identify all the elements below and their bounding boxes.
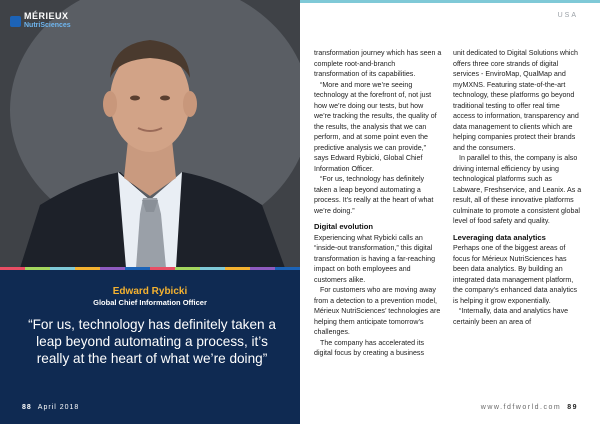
stripe-segment <box>250 267 275 270</box>
stripe-segment <box>75 267 100 270</box>
logo-wordmark: MÉRIEUX <box>24 11 69 21</box>
caption-name: Edward Rybicki <box>112 286 188 297</box>
portrait-illustration <box>0 0 300 268</box>
stripe-segment <box>25 267 50 270</box>
logo-subwordmark: NutriSciences <box>24 22 71 29</box>
paragraph: Perhaps one of the biggest areas of focus for Mérieux NutriSciences has been data analytics. By building an integrated data management platform, the company’s enhanced data analytics is helping it grow exponentially. <box>453 244 578 305</box>
paragraph: The company has accelerated its digital focus by creating a business <box>314 338 425 357</box>
paragraph: For customers who are moving away from a detection to a prevention model, Mérieux NutriSciences’ technologies are helping them anticipate tomorrow’s challenges. <box>314 286 441 336</box>
page-number-left: 88 <box>22 404 32 411</box>
paragraph: transformation journey which has seen a complete root-and-branch transformation of its capabilities. <box>314 49 442 78</box>
paragraph: In parallel to this, the company is also driving internal efficiency by using technological platforms such as Labware, Freshservice, and Leanix. As a result, all of these innovative platforms culminate to promote a consistent global level of food safety and quality. <box>453 154 582 225</box>
page-number-right: 89 <box>567 404 578 411</box>
top-accent-bar <box>300 0 600 3</box>
right-page <box>300 0 600 424</box>
stripe-segment <box>125 267 150 270</box>
section-heading: Leveraging data analytics <box>453 232 546 242</box>
article-column-1 <box>314 48 442 359</box>
stripe-segment <box>50 267 75 270</box>
region-label: USA <box>557 12 578 19</box>
paragraph: Experiencing what Rybicki calls an “inside-out transformation,” this digital transformation is having a far-reaching impact on both employees and customers alike. <box>314 233 436 284</box>
caption-title: Global Chief Information Officer <box>93 298 207 307</box>
paragraph: “Internally, data and analytics have certainly been an area of <box>453 307 569 326</box>
stripe-segment <box>225 267 250 270</box>
company-logo <box>10 12 71 30</box>
stripe-segment <box>200 267 225 270</box>
stripe-segment <box>150 267 175 270</box>
portrait-photo <box>0 0 300 268</box>
pull-quote: “For us, technology has definitely taken a leap beyond automating a process, it’s really at the heart of what we’re doing” <box>28 317 276 366</box>
website-url: www.fdfworld.com <box>480 404 562 411</box>
color-stripe <box>0 267 300 270</box>
stripe-segment <box>0 267 25 270</box>
stripe-segment <box>175 267 200 270</box>
issue-date: April 2018 <box>37 404 80 411</box>
paragraph: “More and more we’re seeing technology at the forefront of, not just how we’re doing our tests, but how we’re tracking the results, the quality of the results, the analysis that we can perform, and at some point even the predictive analysis we can provide,” says Edward Rybicki, Global Chief Information Officer. <box>314 80 437 173</box>
paragraph: unit dedicated to Digital Solutions which offers three core strands of digital services - EnviroMap, QualMap and myMXNS. Featuring state-of-the-art technology, these platforms go beyond traditional testing to offer real time access to information, transparency and data management to clients which are helping companies protect their brands and the consumers. <box>453 49 579 152</box>
folio-right <box>481 404 578 411</box>
stripe-segment <box>275 267 300 270</box>
article-column-2 <box>453 48 583 327</box>
section-heading: Digital evolution <box>314 222 374 231</box>
stripe-segment <box>100 267 125 270</box>
folio-left <box>22 404 79 411</box>
logo-mark-icon <box>10 16 21 27</box>
paragraph: “For us, technology has definitely taken a leap beyond automating a process. It’s really at the heart of what we’re doing.” <box>314 175 434 215</box>
